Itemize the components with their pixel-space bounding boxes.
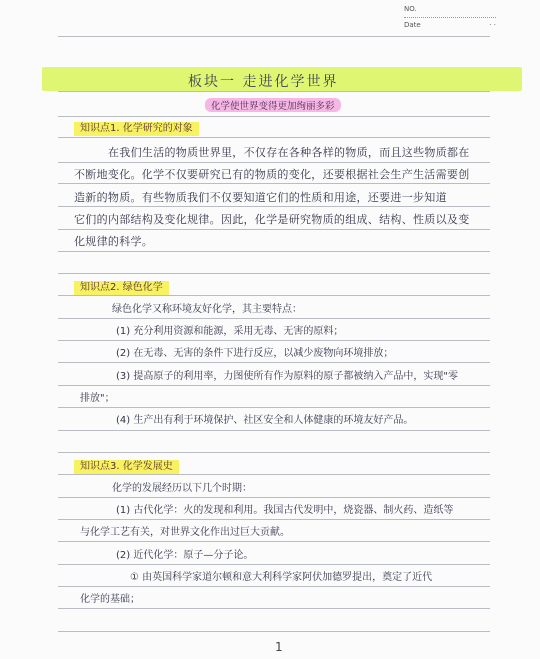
ruled-line <box>58 519 490 520</box>
ruled-line <box>58 631 490 632</box>
section-1-line-3: 造新的物质。有些物质我们不仅要知道它们的性质和用途，还要进一步知道 <box>74 191 447 204</box>
section-2-line-3: (2) 在无毒、无害的条件下进行反应，以减少废物向环境排放； <box>116 348 394 359</box>
no-label: NO. <box>404 5 417 13</box>
ruled-line <box>58 116 490 117</box>
section-1-line-1: 在我们生活的物质世界里，不仅存在各种各样的物质，而且这些物质都在 <box>108 146 470 159</box>
section-1-line-2: 不断地变化。化学不仅要研究已有的物质的变化，还要根据社会生产生活需要创 <box>74 168 470 181</box>
ruled-line <box>58 430 490 431</box>
ruled-line <box>58 318 490 319</box>
ruled-line <box>58 251 490 252</box>
ruled-line <box>58 452 490 453</box>
date-label: Date <box>404 21 421 29</box>
page-number: 1 <box>275 640 283 654</box>
section-2-line-6: (4) 生产出有利于环境保护、社区安全和人体健康的环境友好产品。 <box>116 415 414 426</box>
ruled-line <box>58 162 490 163</box>
section-2-line-1: 绿色化学又称环境友好化学，其主要特点： <box>112 304 302 315</box>
ruled-line <box>58 36 490 37</box>
ruled-line <box>58 474 490 475</box>
section-3-line-5: ① 由英国科学家道尔顿和意大利科学家阿伏加德罗提出，奠定了近代 <box>130 572 433 583</box>
section-2-line-4: (3) 提高原子的利用率，力图使所有作为原料的原子都被纳入产品中，实现"零 <box>116 371 458 382</box>
section-2-line-5: 排放"； <box>80 393 115 404</box>
ruled-line <box>58 183 490 184</box>
no-field-line <box>404 14 496 18</box>
section-3-line-3: 与化学工艺有关，对世界文化作出过巨大贡献。 <box>80 527 290 538</box>
section-3-line-1: 化学的发展经历以下几个时期： <box>112 483 252 494</box>
header-meta <box>404 4 496 30</box>
section-1-line-4: 它们的内部结构及变化规律。因此，化学是研究物质的组成、结构、性质以及变 <box>74 213 470 226</box>
section-3-line-6: 化学的基础； <box>80 594 140 605</box>
section-3-line-2: (1) 古代化学：火的发现和利用。我国古代发明中，烧瓷器、制火药、造纸等 <box>116 505 454 516</box>
ruled-line <box>58 541 490 542</box>
ruled-line <box>58 407 490 408</box>
ruled-line <box>58 91 490 92</box>
ruled-line <box>58 586 490 587</box>
ruled-line <box>58 385 490 386</box>
section-heading-3: 知识点3. 化学发展史 <box>74 460 179 474</box>
section-1-line-5: 化规律的科学。 <box>74 235 154 248</box>
ruled-line <box>58 340 490 341</box>
date-value: · · <box>489 21 496 29</box>
ruled-line <box>58 206 490 207</box>
ruled-line <box>58 273 490 274</box>
ruled-line <box>58 362 490 363</box>
section-heading-1: 知识点1. 化学研究的对象 <box>74 122 199 136</box>
section-3-line-4: (2) 近代化学：原子—分子论。 <box>116 550 254 561</box>
ruled-line <box>58 229 490 230</box>
ruled-line <box>58 564 490 565</box>
ruled-line <box>58 137 490 138</box>
section-2-line-2: (1) 充分利用资源和能源，采用无毒、无害的原料； <box>116 326 344 337</box>
page-subtitle: 化学使世界变得更加绚丽多彩 <box>205 98 341 112</box>
section-heading-2: 知识点2. 绿色化学 <box>74 281 169 295</box>
ruled-line <box>58 497 490 498</box>
ruled-line <box>58 608 490 609</box>
page-title: 板块一 走进化学世界 <box>188 74 339 90</box>
ruled-line <box>58 295 490 296</box>
